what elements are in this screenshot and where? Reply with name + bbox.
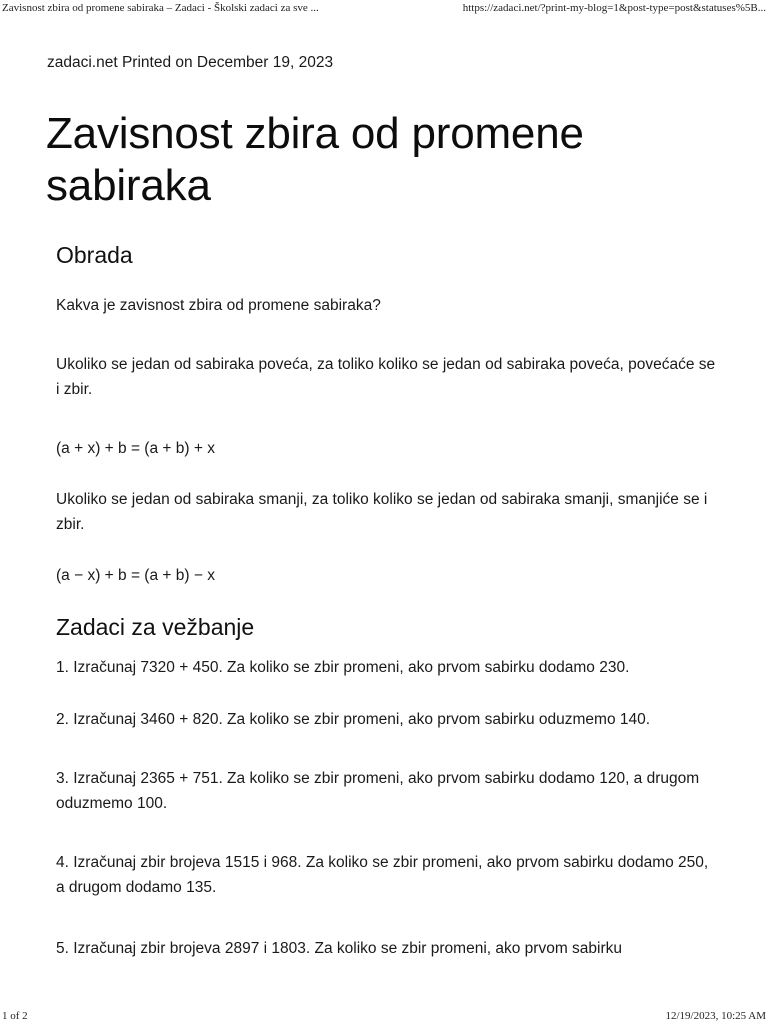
- obrada-decrease-formula: (a − x) + b = (a + b) − x: [56, 567, 215, 584]
- print-header-doc-title: Zavisnost zbira od promene sabiraka – Zadaci - Školski zadaci za sve ...: [2, 2, 319, 14]
- print-footer: [0, 1008, 768, 1026]
- exercise-item: 2. Izračunaj 3460 + 820. Za koliko se zbir promeni, ako prvom sabirku oduzmemo 140.: [56, 711, 651, 728]
- exercise-item: 5. Izračunaj zbir brojeva 2897 i 1803. Za koliko se zbir promeni, ako prvom sabirku: [56, 940, 623, 957]
- obrada-question: Kakva je zavisnost zbira od promene sabiraka?: [56, 297, 381, 314]
- print-header-url: https://zadaci.net/?print-my-blog=1&post-type=post&statuses%5B...: [462, 2, 766, 14]
- page-title: Zavisnost zbira od promene sabiraka: [46, 109, 584, 210]
- print-datetime: 12/19/2023, 10:25 AM: [665, 1010, 766, 1022]
- obrada-increase-formula: (a + x) + b = (a + b) + x: [56, 440, 215, 457]
- exercise-item: 4. Izračunaj zbir brojeva 1515 i 968. Za koliko se zbir promeni, ako prvom sabirku dodamo 250, a drugom dodamo 135.: [56, 854, 709, 896]
- print-meta-line: zadaci.net Printed on December 19, 2023: [47, 54, 334, 71]
- exercise-item: 3. Izračunaj 2365 + 751. Za koliko se zbir promeni, ako prvom sabirku dodamo 120, a drugom oduzmemo 100.: [56, 770, 700, 812]
- obrada-decrease-text: Ukoliko se jedan od sabiraka smanji, za toliko koliko se jedan od sabiraka smanji, smanjiće se i zbir.: [56, 491, 708, 533]
- section-heading-exercises: Zadaci za vežbanje: [56, 614, 255, 640]
- page-indicator: 1 of 2: [2, 1010, 28, 1022]
- obrada-increase-text: Ukoliko se jedan od sabiraka poveća, za toliko koliko se jedan od sabiraka poveća, povećaće se i zbir.: [56, 356, 716, 398]
- exercise-item: 1. Izračunaj 7320 + 450. Za koliko se zbir promeni, ako prvom sabirku dodamo 230.: [56, 659, 630, 676]
- section-heading-obrada: Obrada: [56, 242, 133, 268]
